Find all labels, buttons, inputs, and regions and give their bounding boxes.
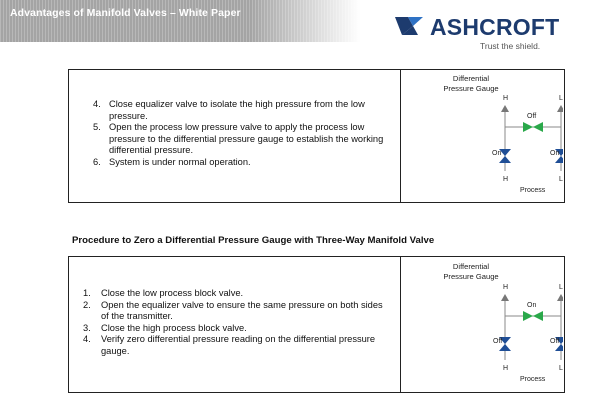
top-high-label: H bbox=[503, 284, 509, 291]
header-band bbox=[0, 0, 360, 42]
document-title: Advantages of Manifold Valves – White Paper bbox=[10, 7, 241, 19]
logo-tagline: Trust the shield. bbox=[480, 41, 541, 51]
step-text: Close the low process block valve. bbox=[101, 288, 244, 298]
manifold-diagram bbox=[401, 70, 563, 202]
equalizer-state-label: On bbox=[527, 302, 537, 309]
step-text: Close the high process block valve. bbox=[101, 322, 247, 333]
step-text: Verify zero differential pressure reading on the differential pressure gauge. bbox=[101, 334, 376, 356]
bottom-high-label: H bbox=[503, 365, 509, 372]
step-item bbox=[93, 122, 393, 157]
ashcroft-logo bbox=[393, 10, 583, 50]
step-item bbox=[83, 323, 385, 335]
manifold-schematic bbox=[401, 70, 563, 202]
steps-list bbox=[93, 99, 393, 169]
step-number: 2. bbox=[83, 299, 91, 310]
arrow-up-icon bbox=[557, 105, 563, 112]
procedure-box-2 bbox=[68, 256, 565, 393]
step-number: 3. bbox=[83, 322, 91, 333]
equalizer-valve-icon bbox=[523, 122, 543, 132]
arrow-up-icon bbox=[501, 105, 509, 112]
top-low-label: L bbox=[559, 284, 563, 291]
step-item bbox=[83, 300, 385, 323]
right-valve-state-label: On bbox=[550, 150, 560, 157]
step-text: System is under normal operation. bbox=[109, 156, 251, 167]
right-valve-state-label: Off bbox=[550, 338, 560, 345]
manifold-diagram bbox=[401, 257, 563, 392]
step-number: 4. bbox=[83, 334, 91, 345]
equalizer-valve-icon bbox=[523, 311, 543, 321]
arrow-up-icon bbox=[501, 294, 509, 301]
diagram-title-line-1: Differential bbox=[452, 74, 490, 83]
bottom-low-label: L bbox=[559, 365, 563, 372]
step-text: Open the equalizer valve to ensure the same pressure on both sides of the transmitter. bbox=[101, 299, 383, 322]
step-item bbox=[93, 99, 393, 122]
left-valve-state-label: Off bbox=[493, 338, 503, 345]
equalizer-state-label: Off bbox=[527, 113, 537, 120]
step-item bbox=[93, 157, 393, 169]
shield-logo-icon bbox=[393, 15, 427, 37]
arrow-up-icon bbox=[557, 294, 563, 301]
step-number: 6. bbox=[93, 156, 101, 167]
diagram-title-line-2: Pressure Gauge bbox=[443, 272, 499, 281]
steps-list bbox=[83, 288, 385, 358]
procedure-box-1 bbox=[68, 69, 565, 203]
diagram-title-line-1: Differential bbox=[452, 262, 490, 271]
step-item bbox=[83, 288, 385, 300]
top-high-label: H bbox=[503, 95, 509, 102]
step-number: 4. bbox=[93, 99, 101, 109]
bottom-high-label: H bbox=[503, 176, 509, 183]
step-text: Open the process low pressure valve to apply the process low pressure to the differential pressure gauge to establish the working differential pressure. bbox=[109, 122, 384, 156]
step-number: 5. bbox=[93, 122, 101, 133]
top-low-label: L bbox=[559, 95, 563, 102]
logo-name: ASHCROFT bbox=[430, 14, 560, 40]
diagram-title-line-2: Pressure Gauge bbox=[443, 84, 499, 93]
section-heading: Procedure to Zero a Differential Pressure Gauge with Three-Way Manifold Valve bbox=[72, 235, 435, 246]
step-number: 1. bbox=[83, 288, 91, 298]
process-label: Process bbox=[520, 187, 546, 194]
process-label: Process bbox=[520, 376, 546, 383]
step-text: Close equalizer valve to isolate the high pressure from the low pressure. bbox=[109, 99, 365, 121]
step-item bbox=[83, 334, 385, 357]
left-valve-state-label: On bbox=[492, 150, 502, 157]
bottom-low-label: L bbox=[559, 176, 563, 183]
manifold-schematic bbox=[401, 257, 563, 392]
